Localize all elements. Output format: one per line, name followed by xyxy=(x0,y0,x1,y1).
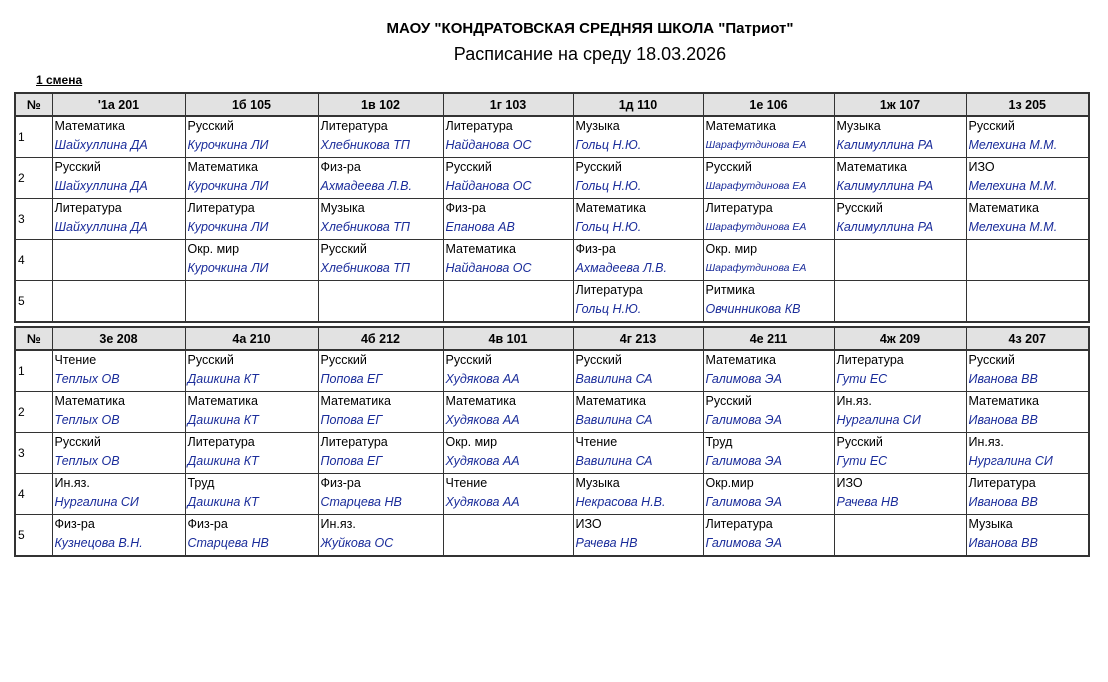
subject-name: Окр. мир xyxy=(705,242,758,256)
lesson-cell xyxy=(52,392,185,433)
lesson-cell xyxy=(703,281,834,323)
teacher-name: Калимуллина РА xyxy=(836,138,934,152)
subject-name: Физ-ра xyxy=(54,517,95,531)
subject-name: Русский xyxy=(705,160,752,174)
lesson-cell xyxy=(185,433,318,474)
subject-name: Литература xyxy=(575,283,643,297)
teacher-name: Дашкина КТ xyxy=(187,495,259,509)
header-row xyxy=(15,327,1089,350)
teacher-name: Гольц Н.Ю. xyxy=(575,220,642,234)
teacher-name: Найданова ОС xyxy=(445,179,532,193)
lesson-row xyxy=(15,116,1089,158)
shift-label: 1 смена xyxy=(36,73,83,87)
subject-name: Русский xyxy=(575,160,622,174)
lesson-row xyxy=(15,240,1089,281)
class-header: 3е 208 xyxy=(52,327,185,350)
lesson-row xyxy=(15,350,1089,392)
teacher-name: Дашкина КТ xyxy=(187,413,259,427)
teacher-name: Попова ЕГ xyxy=(320,454,383,468)
subject-name: Труд xyxy=(705,435,733,449)
teacher-name: Курочкина ЛИ xyxy=(187,179,269,193)
lesson-number: 3 xyxy=(15,433,52,474)
lesson-cell xyxy=(318,116,443,158)
subject-name: Ин.яз. xyxy=(54,476,90,490)
lesson-cell xyxy=(573,240,703,281)
subject-name: Математика xyxy=(320,394,391,408)
subject-name: Музыка xyxy=(575,476,620,490)
lesson-cell xyxy=(52,240,185,281)
subject-name: ИЗО xyxy=(836,476,863,490)
num-header: № xyxy=(15,327,52,350)
class-header: 1г 103 xyxy=(443,93,573,116)
class-header: 4е 211 xyxy=(703,327,834,350)
lesson-cell xyxy=(834,392,966,433)
teacher-name: Гути ЕС xyxy=(836,372,888,386)
lesson-row xyxy=(15,199,1089,240)
teacher-name: Худякова АА xyxy=(445,372,520,386)
subject-name: Русский xyxy=(54,160,101,174)
teacher-name: Шайхуллина ДА xyxy=(54,138,148,152)
teacher-name: Старцева НВ xyxy=(187,536,269,550)
lesson-cell xyxy=(52,199,185,240)
teacher-name: Шарафутдинова ЕА xyxy=(705,262,807,274)
lesson-cell xyxy=(834,281,966,323)
lesson-row xyxy=(15,392,1089,433)
lesson-number: 5 xyxy=(15,281,52,323)
lesson-cell xyxy=(703,116,834,158)
school-title: МАОУ "КОНДРАТОВСКАЯ СРЕДНЯЯ ШКОЛА "Патриот" xyxy=(386,20,794,37)
lesson-cell xyxy=(318,474,443,515)
teacher-name: Курочкина ЛИ xyxy=(187,261,269,275)
lesson-cell xyxy=(573,392,703,433)
lesson-cell xyxy=(52,433,185,474)
subject-name: Литература xyxy=(968,476,1036,490)
lesson-cell xyxy=(185,350,318,392)
lesson-cell xyxy=(185,515,318,557)
lesson-cell xyxy=(834,116,966,158)
lesson-cell xyxy=(703,199,834,240)
lesson-number: 1 xyxy=(15,116,52,158)
subject-name: Чтение xyxy=(445,476,488,490)
subject-name: Музыка xyxy=(836,119,881,133)
teacher-name: Мелехина М.М. xyxy=(968,138,1058,152)
lesson-cell xyxy=(185,158,318,199)
teacher-name: Епанова АВ xyxy=(445,220,515,234)
subject-name: Математика xyxy=(445,242,516,256)
teacher-name: Теплых ОВ xyxy=(54,454,120,468)
lesson-cell xyxy=(573,350,703,392)
subject-name: Литература xyxy=(320,435,388,449)
class-header: 4з 207 xyxy=(966,327,1089,350)
teacher-name: Вавилина СА xyxy=(575,454,653,468)
subject-name: Русский xyxy=(836,201,883,215)
teacher-name: Вавилина СА xyxy=(575,372,653,386)
lesson-cell xyxy=(703,158,834,199)
subject-name: Физ-ра xyxy=(320,160,361,174)
lesson-cell xyxy=(834,240,966,281)
lesson-cell xyxy=(966,281,1089,323)
teacher-name: Гути ЕС xyxy=(836,454,888,468)
lesson-number: 5 xyxy=(15,515,52,557)
lesson-cell xyxy=(573,158,703,199)
subject-name: Ин.яз. xyxy=(836,394,872,408)
lesson-cell xyxy=(703,350,834,392)
class-header: 1е 106 xyxy=(703,93,834,116)
lesson-cell xyxy=(52,350,185,392)
subject-name: Окр. мир xyxy=(187,242,240,256)
teacher-name: Шарафутдинова ЕА xyxy=(705,221,807,233)
teacher-name: Рачева НВ xyxy=(836,495,899,509)
teacher-name: Найданова ОС xyxy=(445,261,532,275)
lesson-cell xyxy=(318,515,443,557)
lesson-cell xyxy=(966,392,1089,433)
lesson-cell xyxy=(966,240,1089,281)
lesson-cell xyxy=(318,199,443,240)
subject-name: Окр. мир xyxy=(445,435,498,449)
lesson-cell xyxy=(52,281,185,323)
lesson-cell xyxy=(185,116,318,158)
lesson-cell xyxy=(573,116,703,158)
subject-name: Музыка xyxy=(575,119,620,133)
teacher-name: Курочкина ЛИ xyxy=(187,220,269,234)
teacher-name: Хлебникова ТП xyxy=(320,220,410,234)
teacher-name: Теплых ОВ xyxy=(54,372,120,386)
teacher-name: Нургалина СИ xyxy=(836,413,921,427)
class-header: 1б 105 xyxy=(185,93,318,116)
teacher-name: Ахмадеева Л.В. xyxy=(320,179,412,193)
lesson-cell xyxy=(703,433,834,474)
lesson-cell xyxy=(966,433,1089,474)
teacher-name: Галимова ЭА xyxy=(705,495,782,509)
lesson-cell xyxy=(185,474,318,515)
subject-name: Ин.яз. xyxy=(968,435,1004,449)
header-row xyxy=(15,93,1089,116)
teacher-name: Хлебникова ТП xyxy=(320,138,410,152)
teacher-name: Галимова ЭА xyxy=(705,454,782,468)
teacher-name: Нургалина СИ xyxy=(54,495,139,509)
teacher-name: Овчинникова КВ xyxy=(705,302,801,316)
subject-name: Математика xyxy=(836,160,907,174)
subject-name: Физ-ра xyxy=(187,517,228,531)
subject-name: Литература xyxy=(445,119,513,133)
subject-name: Музыка xyxy=(320,201,365,215)
teacher-name: Попова ЕГ xyxy=(320,413,383,427)
teacher-name: Иванова ВВ xyxy=(968,372,1038,386)
subject-name: Труд xyxy=(187,476,215,490)
lesson-cell xyxy=(443,116,573,158)
teacher-name: Мелехина М.М. xyxy=(968,220,1058,234)
lesson-cell xyxy=(52,158,185,199)
teacher-name: Теплых ОВ xyxy=(54,413,120,427)
subject-name: Русский xyxy=(968,119,1015,133)
subject-name: Русский xyxy=(187,353,234,367)
teacher-name: Хлебникова ТП xyxy=(320,261,410,275)
teacher-name: Гольц Н.Ю. xyxy=(575,179,642,193)
lesson-cell xyxy=(966,199,1089,240)
lesson-number: 4 xyxy=(15,240,52,281)
teacher-name: Вавилина СА xyxy=(575,413,653,427)
subject-name: Литература xyxy=(187,201,255,215)
subject-name: Ритмика xyxy=(705,283,755,297)
subject-name: Литература xyxy=(705,201,773,215)
subject-name: Математика xyxy=(575,394,646,408)
lesson-cell xyxy=(834,474,966,515)
lesson-cell xyxy=(703,515,834,557)
schedule-title: Расписание на среду 18.03.2026 xyxy=(453,44,727,64)
class-header: 1з 205 xyxy=(966,93,1089,116)
subject-name: Ин.яз. xyxy=(320,517,356,531)
teacher-name: Иванова ВВ xyxy=(968,536,1038,550)
teacher-name: Старцева НВ xyxy=(320,495,402,509)
lesson-row xyxy=(15,474,1089,515)
teacher-name: Галимова ЭА xyxy=(705,536,782,550)
subject-name: Литература xyxy=(54,201,122,215)
num-header: № xyxy=(15,93,52,116)
teacher-name: Иванова ВВ xyxy=(968,495,1038,509)
subject-name: Чтение xyxy=(575,435,618,449)
lesson-cell xyxy=(443,515,573,557)
lesson-cell xyxy=(52,515,185,557)
subject-name: Русский xyxy=(187,119,234,133)
teacher-name: Курочкина ЛИ xyxy=(187,138,269,152)
subject-name: Физ-ра xyxy=(575,242,616,256)
teacher-name: Мелехина М.М. xyxy=(968,179,1058,193)
lesson-row xyxy=(15,515,1089,557)
subject-name: Математика xyxy=(445,394,516,408)
lesson-row xyxy=(15,158,1089,199)
teacher-name: Дашкина КТ xyxy=(187,372,259,386)
lesson-cell xyxy=(573,433,703,474)
lesson-cell xyxy=(318,158,443,199)
lesson-cell xyxy=(318,240,443,281)
teacher-name: Шарафутдинова ЕА xyxy=(705,139,807,151)
subject-name: Литература xyxy=(836,353,904,367)
subject-name: Русский xyxy=(968,353,1015,367)
lesson-cell xyxy=(443,240,573,281)
subject-name: Математика xyxy=(968,394,1039,408)
teacher-name: Найданова ОС xyxy=(445,138,532,152)
lesson-cell xyxy=(703,392,834,433)
lesson-number: 4 xyxy=(15,474,52,515)
subject-name: Литература xyxy=(320,119,388,133)
teacher-name: Худякова АА xyxy=(445,495,520,509)
lesson-cell xyxy=(443,433,573,474)
lesson-cell xyxy=(966,515,1089,557)
teacher-name: Кузнецова В.Н. xyxy=(54,536,143,550)
lesson-cell xyxy=(834,350,966,392)
lesson-cell xyxy=(185,281,318,323)
lesson-row xyxy=(15,433,1089,474)
lesson-number: 2 xyxy=(15,158,52,199)
lesson-cell xyxy=(834,433,966,474)
schedule-table-1 xyxy=(14,92,1090,323)
subject-name: Музыка xyxy=(968,517,1013,531)
subject-name: Математика xyxy=(705,353,776,367)
lesson-number: 1 xyxy=(15,350,52,392)
lesson-cell xyxy=(318,433,443,474)
subject-name: Русский xyxy=(54,435,101,449)
subject-name: Русский xyxy=(445,353,492,367)
teacher-name: Шайхуллина ДА xyxy=(54,179,148,193)
class-header: 1в 102 xyxy=(318,93,443,116)
subject-name: Литература xyxy=(187,435,255,449)
lesson-cell xyxy=(834,158,966,199)
subject-name: Литература xyxy=(705,517,773,531)
teacher-name: Попова ЕГ xyxy=(320,372,383,386)
teacher-name: Худякова АА xyxy=(445,413,520,427)
teacher-name: Шайхуллина ДА xyxy=(54,220,148,234)
subject-name: Математика xyxy=(54,394,125,408)
subject-name: Математика xyxy=(187,160,258,174)
subject-name: Русский xyxy=(836,435,883,449)
schedule-table-2 xyxy=(14,326,1090,557)
teacher-name: Нургалина СИ xyxy=(968,454,1053,468)
lesson-cell xyxy=(318,281,443,323)
lesson-cell xyxy=(703,474,834,515)
teacher-name: Гольц Н.Ю. xyxy=(575,302,642,316)
class-header: 4ж 209 xyxy=(834,327,966,350)
teacher-name: Жуйкова ОС xyxy=(320,536,394,550)
lesson-number: 3 xyxy=(15,199,52,240)
class-header: 1д 110 xyxy=(573,93,703,116)
lesson-cell xyxy=(834,515,966,557)
class-header: '1а 201 xyxy=(52,93,185,116)
class-header: 4а 210 xyxy=(185,327,318,350)
lesson-cell xyxy=(318,392,443,433)
subject-name: Русский xyxy=(320,353,367,367)
teacher-name: Худякова АА xyxy=(445,454,520,468)
teacher-name: Ахмадеева Л.В. xyxy=(575,261,667,275)
lesson-cell xyxy=(185,392,318,433)
subject-name: Окр.мир xyxy=(705,476,754,490)
class-header: 4г 213 xyxy=(573,327,703,350)
subject-name: Физ-ра xyxy=(320,476,361,490)
lesson-row xyxy=(15,281,1089,323)
lesson-cell xyxy=(443,199,573,240)
lesson-cell xyxy=(443,158,573,199)
lesson-cell xyxy=(318,350,443,392)
lesson-cell xyxy=(443,281,573,323)
subject-name: Русский xyxy=(575,353,622,367)
subject-name: ИЗО xyxy=(575,517,602,531)
lesson-cell xyxy=(52,474,185,515)
lesson-cell xyxy=(185,199,318,240)
lesson-cell xyxy=(573,474,703,515)
teacher-name: Калимуллина РА xyxy=(836,179,934,193)
subject-name: Математика xyxy=(187,394,258,408)
subject-name: Математика xyxy=(968,201,1039,215)
lesson-cell xyxy=(443,474,573,515)
subject-name: Русский xyxy=(320,242,367,256)
lesson-cell xyxy=(966,116,1089,158)
lesson-cell xyxy=(834,199,966,240)
teacher-name: Шарафутдинова ЕА xyxy=(705,180,807,192)
lesson-cell xyxy=(573,199,703,240)
lesson-cell xyxy=(966,350,1089,392)
lesson-cell xyxy=(185,240,318,281)
class-header: 1ж 107 xyxy=(834,93,966,116)
subject-name: Русский xyxy=(445,160,492,174)
teacher-name: Рачева НВ xyxy=(575,536,638,550)
subject-name: Математика xyxy=(705,119,776,133)
subject-name: Физ-ра xyxy=(445,201,486,215)
lesson-cell xyxy=(443,392,573,433)
class-header: 4в 101 xyxy=(443,327,573,350)
lesson-cell xyxy=(443,350,573,392)
teacher-name: Галимова ЭА xyxy=(705,372,782,386)
lesson-cell xyxy=(966,474,1089,515)
teacher-name: Иванова ВВ xyxy=(968,413,1038,427)
teacher-name: Некрасова Н.В. xyxy=(575,495,666,509)
teacher-name: Гольц Н.Ю. xyxy=(575,138,642,152)
subject-name: Чтение xyxy=(54,353,97,367)
lesson-number: 2 xyxy=(15,392,52,433)
lesson-cell xyxy=(573,515,703,557)
subject-name: Русский xyxy=(705,394,752,408)
teacher-name: Дашкина КТ xyxy=(187,454,259,468)
subject-name: Математика xyxy=(575,201,646,215)
lesson-cell xyxy=(573,281,703,323)
lesson-cell xyxy=(703,240,834,281)
subject-name: ИЗО xyxy=(968,160,995,174)
class-header: 4б 212 xyxy=(318,327,443,350)
subject-name: Математика xyxy=(54,119,125,133)
teacher-name: Калимуллина РА xyxy=(836,220,934,234)
lesson-cell xyxy=(966,158,1089,199)
teacher-name: Галимова ЭА xyxy=(705,413,782,427)
lesson-cell xyxy=(52,116,185,158)
